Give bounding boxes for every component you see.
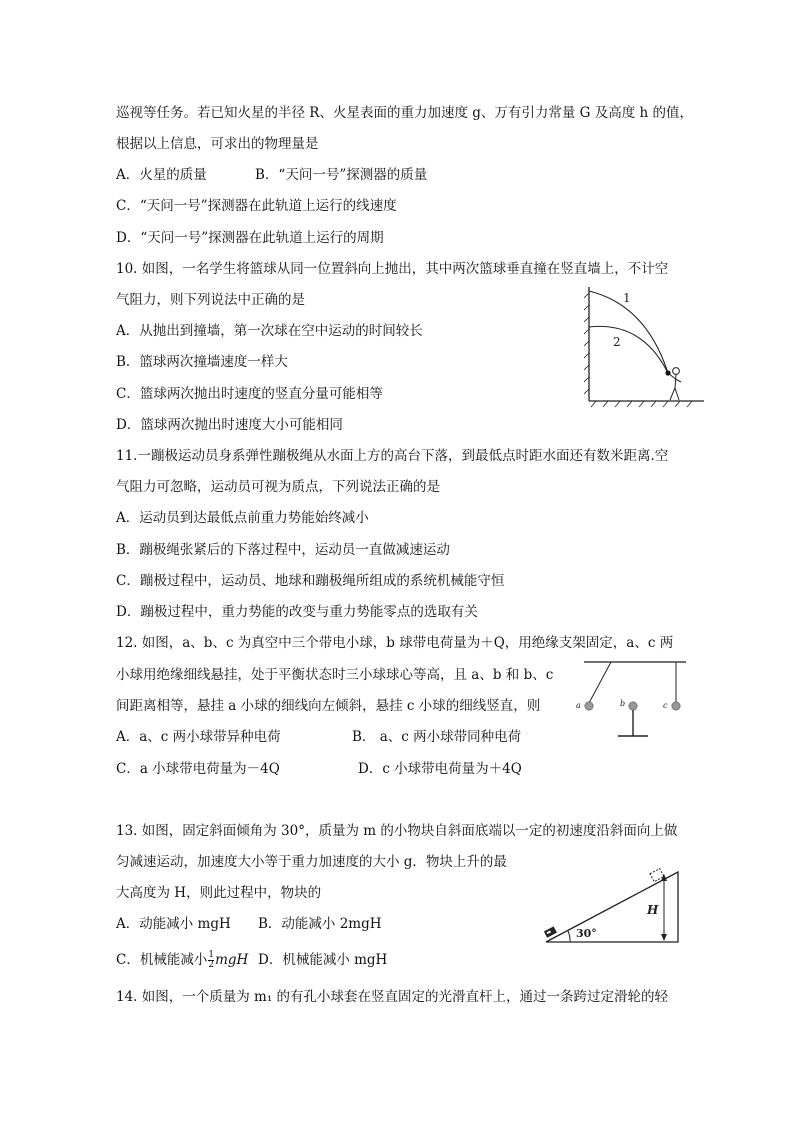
basketball-figure — [584, 283, 708, 411]
q12-option-d: D．c 小球带电荷量为＋4Q — [358, 761, 522, 777]
q12-option-a: A．a、c 两小球带异种电荷 — [116, 729, 281, 745]
q9-option-d: D．“天问一号”探测器在此轨道上运行的周期 — [116, 230, 384, 246]
q14-stem-line1: 14. 如图，一个质量为 m₁ 的有孔小球套在竖直固定的光滑直杆上，通过一条跨过定滑轮的轻 — [116, 989, 669, 1005]
q13-option-c-prefix: C．机械能减小 — [116, 952, 208, 968]
q12-stem-line3: 间距离相等，悬挂 a 小球的细线向左倾斜，悬挂 c 小球的细线竖直，则 — [116, 698, 541, 714]
q13-fraction — [208, 951, 214, 970]
q9-stem-line1: 巡视等任务。若已知火星的半径 R、火星表面的重力加速度 g、万有引力常量 G 及高度 h 的值， — [116, 105, 694, 121]
ball-b — [629, 702, 637, 710]
q10-option-c: C．篮球两次抛出时速度的竖直分量可能相等 — [116, 386, 383, 402]
charged-balls-figure — [574, 656, 690, 746]
q13-option-b: B．动能减小 2mgH — [258, 916, 382, 932]
ball-a-label: a — [576, 701, 581, 710]
q13-option-c-suffix: mgH — [215, 952, 249, 968]
q9-stem-line2: 根据以上信息，可求出的物理量是 — [116, 136, 319, 152]
q10-option-d: D．篮球两次抛出时速度大小可能相同 — [116, 417, 343, 433]
q13-option-c — [116, 951, 248, 970]
q9-option-a: A．火星的质量 — [116, 167, 207, 183]
q10-option-a: A．从抛出到撞墙，第一次球在空中运动的时间较长 — [116, 323, 423, 339]
trajectory-1-label: 1 — [623, 291, 631, 305]
q13-stem-line2: 匀减速运动，加速度大小等于重力加速度的大小 g．物块上升的最 — [116, 854, 507, 870]
q13-option-d: D．机械能减小 mgH — [258, 952, 388, 968]
q12-stem-line2: 小球用绝缘细线悬挂，处于平衡状态时三小球球心等高，且 a、b 和 b、c — [116, 667, 554, 683]
trajectory-2-label: 2 — [613, 335, 621, 349]
trajectory-2 — [589, 326, 668, 373]
fraction-denominator: 2 — [208, 960, 215, 970]
q11-option-b: B．蹦极绳张紧后的下落过程中，运动员一直做减速运动 — [116, 542, 450, 558]
thread-a — [589, 662, 611, 703]
ball-c — [672, 702, 680, 710]
ball-c-label: c — [663, 701, 668, 710]
q11-option-d: D．蹦极过程中，重力势能的改变与重力势能零点的选取有关 — [116, 604, 478, 620]
q12-option-b: B． a、c 两小球带同种电荷 — [352, 729, 522, 745]
incline-figure — [540, 864, 690, 948]
q11-option-a: A．运动员到达最低点前重力势能始终减小 — [116, 510, 369, 526]
q13-stem-line3: 大高度为 H，则此过程中，物块的 — [116, 885, 322, 901]
angle-label: 30° — [576, 927, 597, 940]
q11-option-c: C．蹦极过程中，运动员、地球和蹦极绳所组成的系统机械能守恒 — [116, 573, 505, 589]
q12-option-c: C．a 小球带电荷量为－4Q — [116, 761, 280, 777]
ball-b-label: b — [620, 699, 626, 708]
q13-option-a: A．动能减小 mgH — [116, 916, 231, 932]
q10-stem-line2: 气阻力，则下列说法中正确的是 — [116, 292, 305, 308]
q9-option-c: C．“天问一号”探测器在此轨道上运行的线速度 — [116, 198, 397, 214]
q9-option-b: B．“天问一号”探测器的质量 — [255, 167, 428, 183]
fraction-numerator: 1 — [208, 950, 215, 960]
q11-stem-line1: 11.一蹦极运动员身系弹性蹦极绳从水面上方的高台下落，到最低点时距水面还有数米距离.空 — [116, 448, 669, 464]
ball-a — [585, 702, 593, 710]
q13-stem-line1: 13. 如图，固定斜面倾角为 30°，质量为 m 的小物块自斜面底端以一定的初速度沿斜面向上做 — [116, 823, 678, 839]
q12-stem-line1: 12. 如图，a、b、c 为真空中三个带电小球，b 球带电荷量为＋Q，用绝缘支架固定，a、c 两 — [116, 635, 674, 651]
block-bottom — [544, 926, 557, 937]
q11-stem-line2: 气阻力可忽略，运动员可视为质点，下列说法正确的是 — [116, 479, 440, 495]
q10-stem-line1: 10. 如图，一名学生将篮球从同一位置斜向上抛出，其中两次篮球垂直撞在竖直墙上，不计空 — [116, 261, 669, 277]
q10-option-b: B．篮球两次撞墙速度一样大 — [116, 354, 288, 370]
height-label: H — [647, 903, 659, 917]
